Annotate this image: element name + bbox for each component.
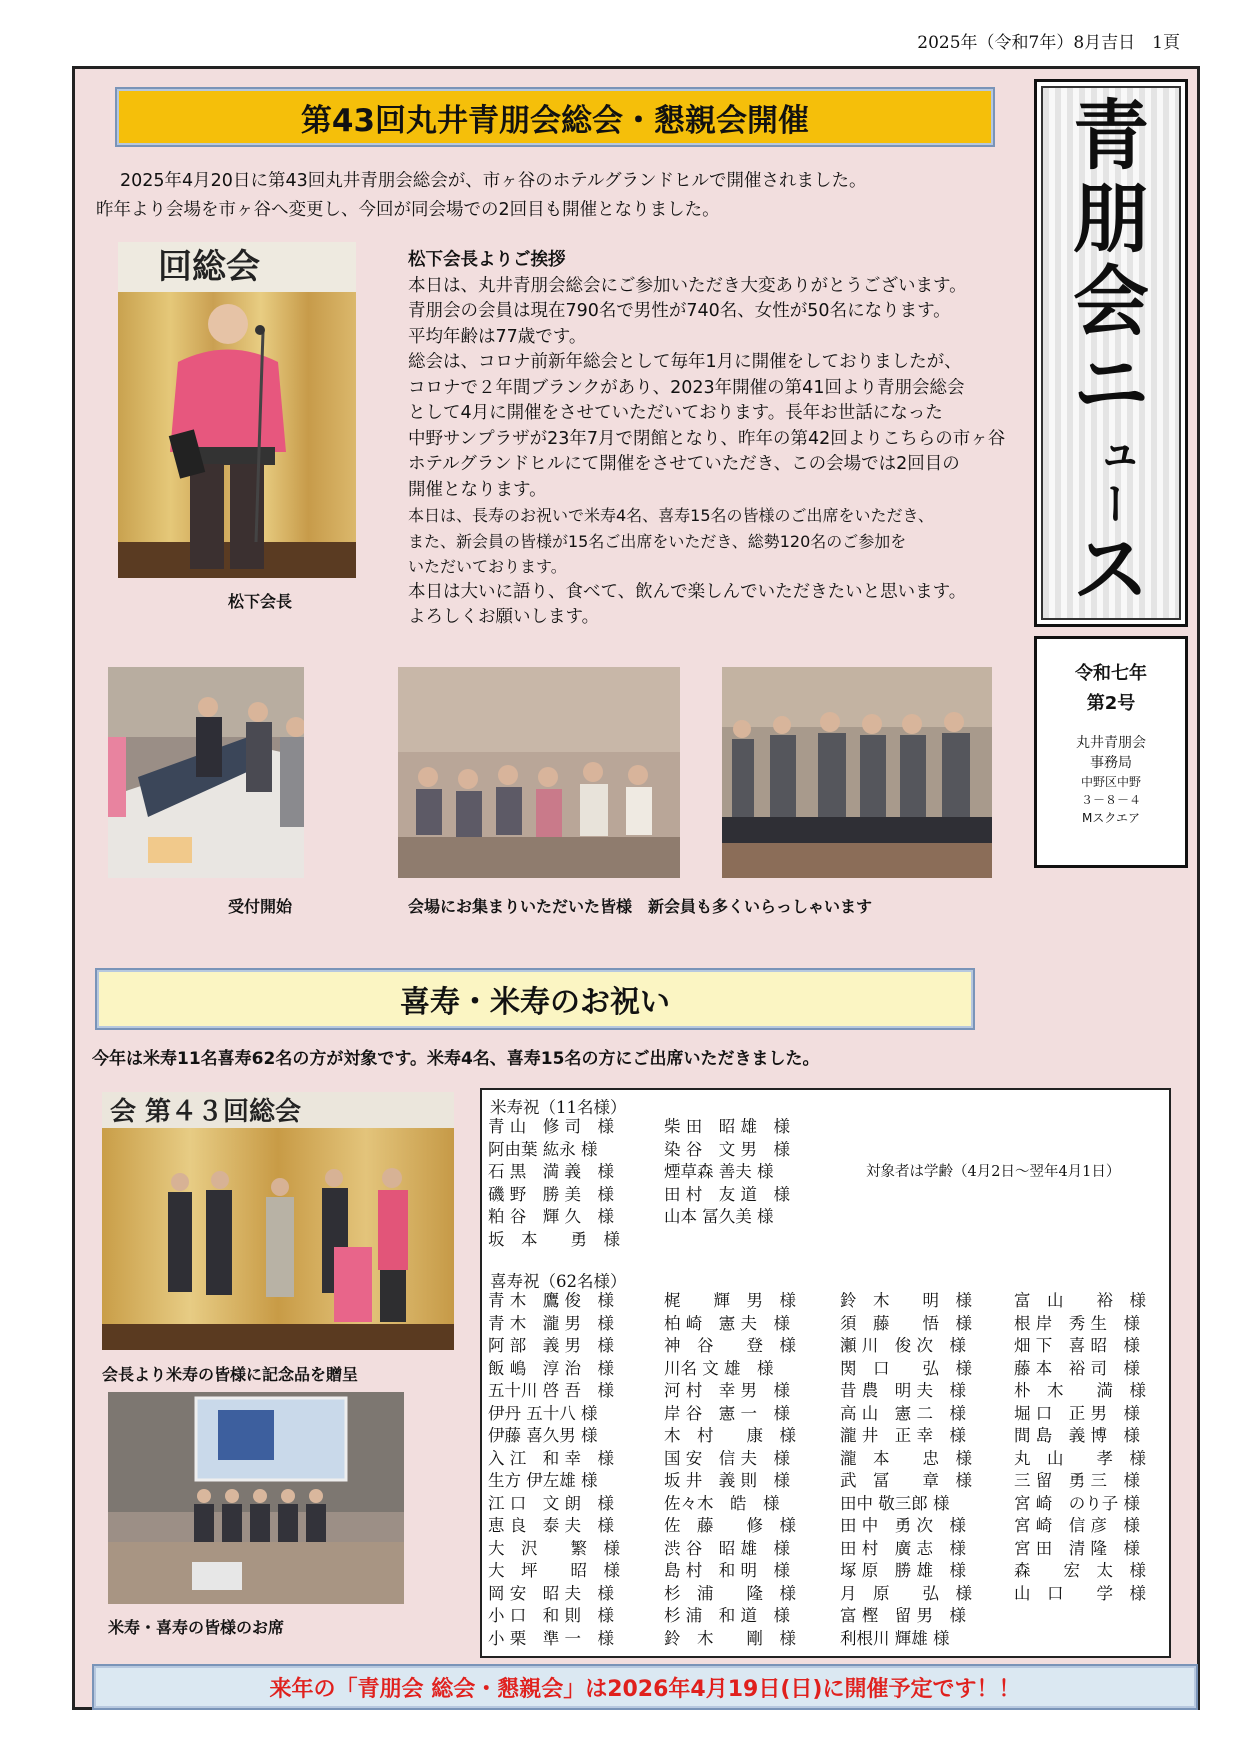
kiju-name: 梶 輝 男 様 xyxy=(664,1291,796,1310)
issue-org: 丸井青朋会 xyxy=(1076,735,1146,751)
kiju-name: 月 原 弘 様 xyxy=(840,1583,972,1603)
greeting-line: 開催となります。 xyxy=(408,479,547,500)
kiju-name: 武 冨 章 様 xyxy=(840,1471,972,1490)
greeting-line: また、新会員の皆様が15名ご出席をいただき、総勢120名のご参加を xyxy=(408,531,907,551)
masthead-char: 朋 xyxy=(1073,173,1149,263)
kiju-name: 飯 嶋 淳 治 様 xyxy=(488,1358,614,1378)
venue-photo-1-drawing xyxy=(398,667,680,878)
caption-president: 松下会長 xyxy=(228,592,293,611)
kiju-name: 五十川 啓 吾 様 xyxy=(488,1381,614,1400)
beiju-name: 田 村 友 道 様 xyxy=(664,1184,790,1204)
issue-number: 第2号 xyxy=(1086,693,1136,714)
kiju-name: 木 村 康 様 xyxy=(664,1426,796,1445)
kiju-name: 伊丹 五十八 様 xyxy=(488,1403,598,1423)
beiju-name: 坂 本 勇 様 xyxy=(488,1229,620,1249)
kiju-name: 佐々木 皓 様 xyxy=(664,1493,780,1513)
kiju-name: 三 留 勇 三 様 xyxy=(1014,1471,1140,1490)
kiju-name: 阿 部 義 男 様 xyxy=(488,1336,614,1355)
kiju-name: 小 口 和 則 様 xyxy=(488,1606,614,1625)
kiju-name: 畑 下 喜 昭 様 xyxy=(1014,1336,1140,1355)
kiju-name: 堀 口 正 男 様 xyxy=(1014,1403,1140,1423)
president-photo-sign: 回総会 xyxy=(158,247,260,287)
intro-line-1: 2025年4月20日に第43回丸井青朋会総会が、市ヶ谷のホテルグランドヒルで開催されました。 xyxy=(120,171,867,191)
kiju-name: 昔 農 明 夫 様 xyxy=(840,1381,966,1400)
kiju-column-1 xyxy=(488,1290,620,1650)
caption-reception: 受付開始 xyxy=(228,897,293,916)
kiju-name: 関 口 弘 様 xyxy=(840,1358,972,1378)
issue-address: 中野区中野 xyxy=(1080,775,1141,789)
greeting-block xyxy=(408,248,1008,631)
greeting-line: 中野サンプラザが23年7月で閉館となり、昨年の第42回よりこちらの市ヶ谷 xyxy=(408,428,1006,449)
section1-title: 第43回丸井青朋会総会・懇親会開催 xyxy=(115,87,995,147)
caption-seats: 米寿・喜寿の皆様のお席 xyxy=(108,1618,285,1637)
intro-line-2: 昨年より会場を市ヶ谷へ変更し、今回が同会場での2回目も開催となりました。 xyxy=(96,200,720,220)
greeting-title: 松下会長よりご挨拶 xyxy=(408,250,566,270)
venue-photo-2-drawing xyxy=(722,667,992,878)
reception-photo xyxy=(108,667,304,878)
issue-address: Mスクエア xyxy=(1081,811,1141,825)
beiju-name: 粕 谷 輝 久 様 xyxy=(488,1207,614,1226)
caption-venue: 会場にお集まりいただいた皆様 新会員も多くいらっしゃいます xyxy=(408,897,873,916)
kiju-name: 川名 文 雄 様 xyxy=(664,1358,774,1378)
kiju-name: 佐 藤 修 様 xyxy=(664,1516,796,1535)
kiju-name: 杉 浦 和 道 様 xyxy=(664,1606,790,1625)
gift-photo xyxy=(102,1092,454,1350)
kiju-name: 小 栗 準 一 様 xyxy=(488,1628,614,1648)
kiju-name: 田 村 廣 志 様 xyxy=(840,1538,966,1558)
seats-photo-drawing xyxy=(108,1392,404,1604)
reception-photo-drawing xyxy=(108,667,304,878)
kiju-name: 朴 木 満 様 xyxy=(1014,1381,1146,1400)
kiju-name: 江 口 文 朗 様 xyxy=(488,1493,614,1513)
president-photo-drawing xyxy=(118,242,356,578)
greeting-line: よろしくお願いします。 xyxy=(408,607,600,627)
issue-info xyxy=(1034,636,1188,868)
honoree-list xyxy=(480,1088,1171,1658)
kiju-name: 丸 山 孝 様 xyxy=(1014,1448,1146,1468)
masthead-inner xyxy=(1041,86,1181,620)
masthead-char: 会 xyxy=(1073,256,1149,346)
next-meeting-notice: 来年の「青朋会 総会・懇親会」は2026年4月19日(日)に開催予定です！！ xyxy=(92,1664,1198,1710)
kiju-name: 大 沢 繁 様 xyxy=(488,1538,620,1558)
greeting-line: コロナで２年間ブランクがあり、2023年開催の第41回より青朋会総会 xyxy=(408,377,965,398)
kiju-name: 国 安 信 夫 様 xyxy=(664,1448,790,1468)
greeting-line: いただいております。 xyxy=(408,557,567,576)
kiju-name: 入 江 和 幸 様 xyxy=(488,1448,614,1468)
gift-photo-drawing xyxy=(102,1092,454,1350)
kiju-name: 生方 伊左雄 様 xyxy=(488,1471,598,1490)
page-date: 2025年（令和7年）8月吉日 1頁 xyxy=(917,33,1180,53)
beiju-header: 米寿祝（11名様） xyxy=(490,1098,627,1117)
masthead-char: 青 xyxy=(1073,90,1149,180)
kiju-name: 杉 浦 隆 様 xyxy=(664,1583,796,1603)
kiju-name: 岸 谷 憲 一 様 xyxy=(664,1403,790,1423)
beiju-name: 煙草森 善夫 様 xyxy=(664,1162,774,1181)
greeting-line: 青朋会の会員は現在790名で男性が740名、女性が50名になります。 xyxy=(408,301,951,321)
greeting-line: 本日は、長寿のお祝いで米寿4名、喜寿15名の皆様のご出席をいただき、 xyxy=(408,506,934,525)
kiju-name: 宮 崎 のり子 様 xyxy=(1014,1493,1140,1513)
kiju-name: 根 岸 秀 生 様 xyxy=(1014,1313,1140,1333)
greeting-line: 本日は、丸井青朋会総会にご参加いただき大変ありがとうございます。 xyxy=(408,275,967,296)
kiju-name: 坂 井 義 則 様 xyxy=(664,1471,790,1490)
section2-title: 喜寿・米寿のお祝い xyxy=(95,968,975,1030)
kiju-name: 富 樫 留 男 様 xyxy=(840,1606,966,1625)
masthead xyxy=(1034,79,1188,627)
kiju-name: 山 口 学 様 xyxy=(1014,1583,1146,1603)
kiju-name: 間 島 義 博 様 xyxy=(1014,1426,1140,1445)
kiju-name: 大 坪 昭 様 xyxy=(488,1561,620,1580)
kiju-name: 瀧 井 正 幸 様 xyxy=(840,1426,966,1445)
issue-office: 事務局 xyxy=(1090,755,1132,771)
beiju-name: 阿由葉 紘永 様 xyxy=(488,1139,598,1159)
kiju-name: 富 山 裕 様 xyxy=(1014,1291,1146,1310)
kiju-name: 藤 本 裕 司 様 xyxy=(1014,1358,1140,1378)
age-note: 対象者は学齢（4月2日～翌年4月1日） xyxy=(866,1164,1121,1180)
kiju-name: 鈴 木 明 様 xyxy=(840,1291,972,1310)
beiju-name: 柴 田 昭 雄 様 xyxy=(664,1117,790,1136)
kiju-name: 神 谷 登 様 xyxy=(664,1336,796,1355)
beiju-name: 石 黒 満 義 様 xyxy=(488,1162,614,1181)
greeting-line: 本日は大いに語り、食べて、飲んで楽しんでいただきたいと思います。 xyxy=(408,581,967,602)
venue-photo-1 xyxy=(398,667,680,878)
kiju-name: 島 村 和 明 様 xyxy=(664,1561,790,1580)
venue-photo-2 xyxy=(722,667,992,878)
issue-era: 令和七年 xyxy=(1075,663,1147,684)
kiju-name: 田 中 勇 次 様 xyxy=(840,1516,966,1535)
kiju-column-4 xyxy=(1014,1290,1146,1605)
kiju-name: 森 宏 太 様 xyxy=(1014,1561,1146,1580)
kiju-name: 伊藤 喜久男 様 xyxy=(488,1426,598,1445)
kiju-name: 恵 良 泰 夫 様 xyxy=(488,1516,614,1535)
kiju-name: 柏 崎 憲 夫 様 xyxy=(664,1313,790,1333)
kiju-name: 岡 安 昭 夫 様 xyxy=(488,1583,614,1603)
kiju-name: 青 木 瀧 男 様 xyxy=(488,1313,614,1333)
kiju-name: 宮 崎 信 彦 様 xyxy=(1014,1516,1140,1535)
kiju-name: 塚 原 勝 雄 様 xyxy=(840,1561,966,1580)
issue-address: ３－８－４ xyxy=(1080,793,1141,807)
greeting-line: 総会は、コロナ前新年総会として毎年1月に開催をしておりましたが、 xyxy=(408,352,962,372)
kiju-column-3 xyxy=(840,1290,972,1650)
greeting-line: として4月に開催をさせていただいております。長年お世話になった xyxy=(408,403,943,423)
president-photo xyxy=(118,242,356,578)
kiju-name: 瀧 本 忠 様 xyxy=(840,1448,972,1468)
masthead-char: ュ xyxy=(1098,426,1142,478)
kiju-name: 高 山 憲 二 様 xyxy=(840,1403,966,1423)
masthead-char: ニ xyxy=(1073,339,1149,429)
beiju-name: 山本 冨久美 様 xyxy=(664,1207,774,1226)
kiju-name: 鈴 木 剛 様 xyxy=(664,1628,796,1648)
caption-gift: 会長より米寿の皆様に記念品を贈呈 xyxy=(102,1365,359,1384)
kiju-name: 瀬 川 俊 次 様 xyxy=(840,1336,966,1355)
kiju-name: 宮 田 清 隆 様 xyxy=(1014,1538,1140,1558)
masthead-char: ス xyxy=(1073,525,1149,615)
gift-photo-sign: 会 第４３回総会 xyxy=(110,1097,302,1127)
beiju-name: 青 山 修 司 様 xyxy=(488,1117,614,1136)
section2-lead: 今年は米寿11名喜寿62名の方が対象です。米寿4名、喜寿15名の方にご出席いただきました。 xyxy=(92,1049,820,1069)
kiju-name: 田中 敬三郎 様 xyxy=(840,1493,950,1513)
kiju-name: 渋 谷 昭 雄 様 xyxy=(664,1538,790,1558)
kiju-name: 青 木 鷹 俊 様 xyxy=(488,1291,614,1310)
kiju-name: 須 藤 悟 様 xyxy=(840,1313,972,1333)
kiju-header: 喜寿祝（62名様） xyxy=(490,1272,627,1291)
kiju-column-2 xyxy=(664,1290,796,1650)
seats-photo xyxy=(108,1392,404,1604)
kiju-name: 河 村 幸 男 様 xyxy=(664,1381,790,1400)
beiju-name: 染 谷 文 男 様 xyxy=(664,1139,790,1159)
greeting-line: ホテルグランドヒルにて開催をさせていただき、この会場では2回目の xyxy=(408,454,960,474)
kiju-name: 利根川 輝雄 様 xyxy=(840,1628,950,1648)
greeting-line: 平均年齢は77歳です。 xyxy=(408,326,587,347)
masthead-char: ー xyxy=(1086,481,1137,526)
beiju-name: 磯 野 勝 美 様 xyxy=(488,1184,614,1204)
